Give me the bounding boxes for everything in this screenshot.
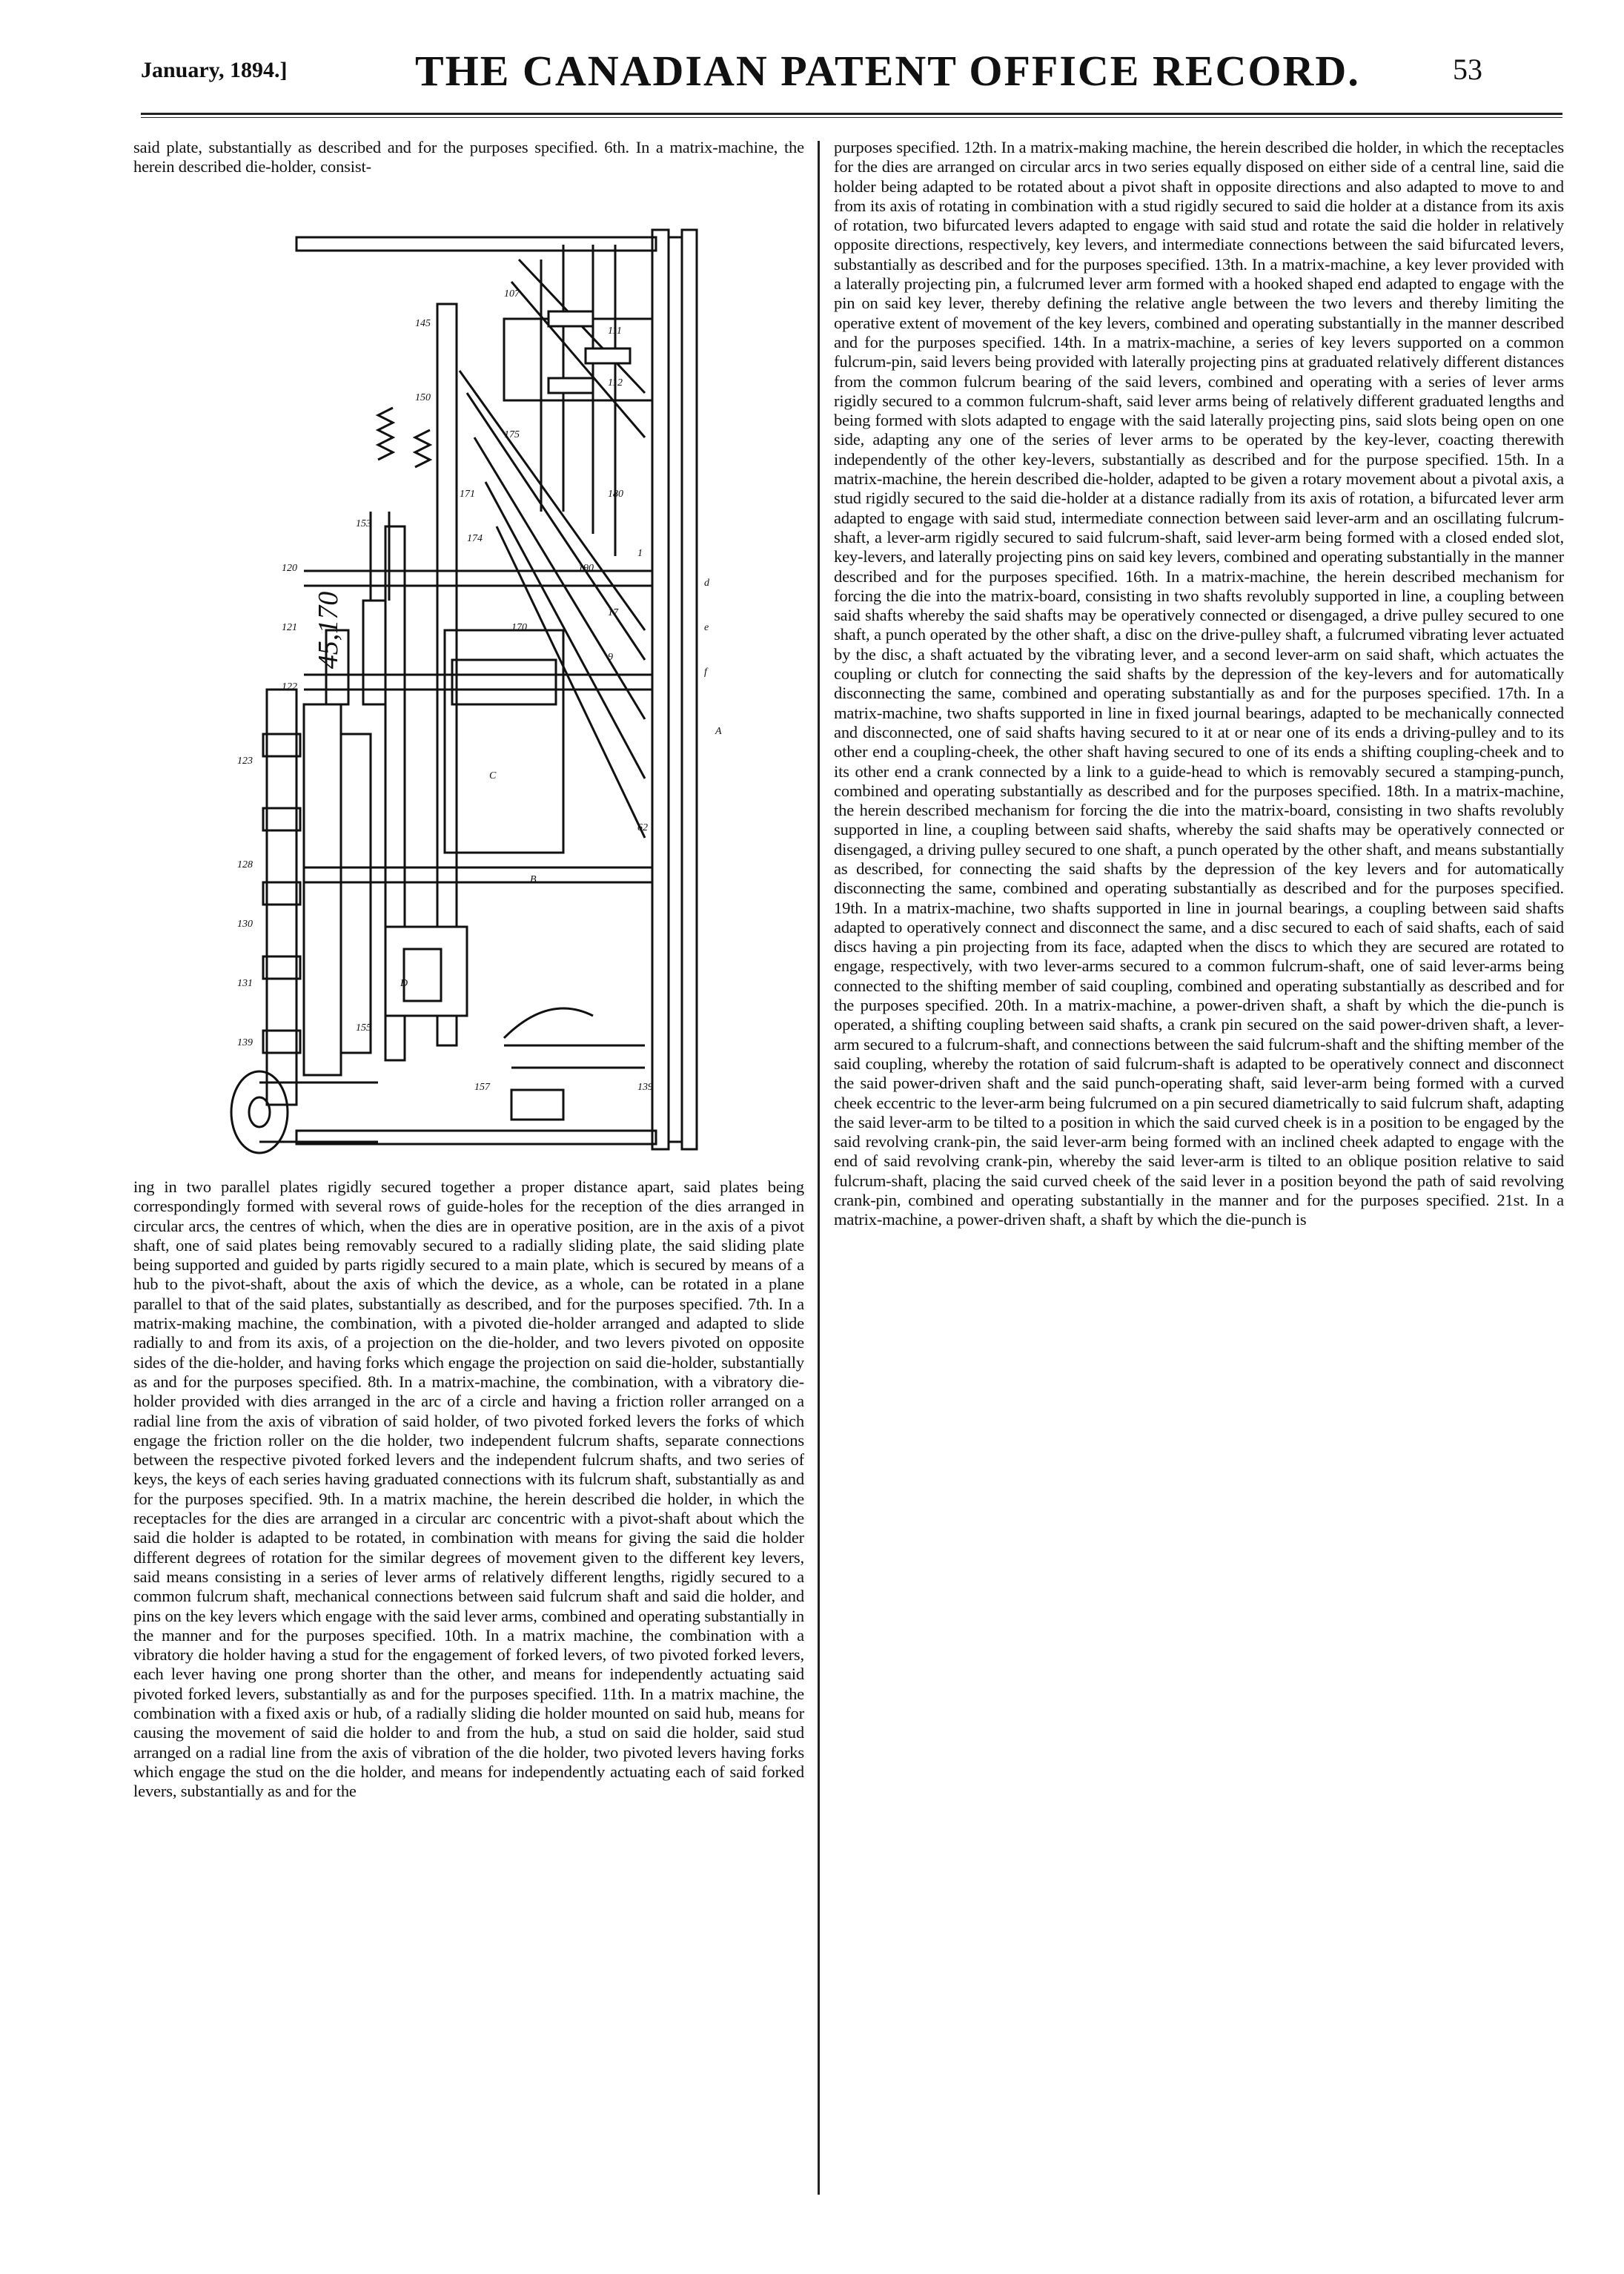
svg-text:107: 107 <box>504 288 520 300</box>
right-column <box>834 138 1564 2193</box>
left-column-bottom <box>133 1177 804 2193</box>
header-page-number: 53 <box>1453 53 1482 86</box>
patent-drawing-svg <box>193 215 763 1171</box>
svg-text:C: C <box>489 770 497 781</box>
patent-number-label: 45,170 <box>313 591 344 670</box>
svg-text:174: 174 <box>467 533 483 544</box>
svg-text:111: 111 <box>608 325 622 337</box>
header-date: January, 1894.] <box>141 58 288 82</box>
svg-text:155: 155 <box>356 1022 371 1034</box>
column-divider <box>818 141 820 2195</box>
svg-text:131: 131 <box>237 978 253 989</box>
svg-text:62: 62 <box>637 822 648 833</box>
left-column-top <box>133 138 804 185</box>
svg-text:171: 171 <box>460 489 475 500</box>
svg-text:157: 157 <box>474 1082 490 1093</box>
svg-text:112: 112 <box>608 377 623 389</box>
svg-text:17: 17 <box>608 607 618 618</box>
svg-text:e: e <box>704 622 709 633</box>
svg-text:180: 180 <box>608 489 623 500</box>
svg-text:128: 128 <box>237 859 253 870</box>
svg-text:9: 9 <box>608 652 613 663</box>
svg-text:145: 145 <box>415 318 431 329</box>
patent-drawing <box>193 215 763 1171</box>
header-rule <box>141 113 1562 115</box>
svg-text:123: 123 <box>237 756 253 767</box>
svg-text:A: A <box>715 726 722 737</box>
svg-text:153: 153 <box>356 518 371 529</box>
svg-text:130: 130 <box>237 919 253 930</box>
svg-text:139: 139 <box>237 1037 253 1048</box>
svg-text:121: 121 <box>282 622 297 633</box>
right-column-text: purposes specified. 12th. In a matrix-making machine, the herein described die holder, in which the receptacles for the dies are arranged on circular arcs in two series equally disposed on either side of a central line, said die holder being adapted to be rotated about a pivot shaft in opposite directions and also adapted to move to and from its axis of rotating in combination with a stud rigidly secured to said die holder at a distance from its axis of rotation, two bifurcated levers adapted to engage with said stud and rotate the said die holder in relatively opposite directions, respectively, key levers, and intermediate connections between the said bifurcated levers, substantially as described and for the purposes specified. 13th. In a matrix-machine, a key lever provided with a laterally projecting pin, a fulcrumed lever arm formed with a hooked shaped end adapted to engage with the pin on said key lever, thereby defining the relative angle between the two levers and thereby limiting the operative extent of movement of the key levers, combined and operating substantially in the manner described and for the purposes specified. 14th. In a matrix-machine, a series of key levers supported on a common fulcrum-pin, said levers being provided with laterally projecting pins at graduated relatively different distances from the common fulcrum bearing of the said levers, combined and operating with a series of lever arms rigidly secured to a common fulcrum-shaft, said lever arms being of relatively different graduated lengths and being formed with slots adapted to engage with the said laterally projecting pins, said slots being open on one side, adapting any one of the series of lever arms to be operated by the key-lever, coacting therewith independently of the other key-levers, substantially as described and for the purpose specified. 15th. In a matrix-machine, the herein described die-holder, adapted to be given a rotary movement about a pivotal axis, a stud rigidly secured to the said die-holder at a distance radially from its axis of rotation, a bifurcated lever arm adapted to engage with said stud, intermediate connection between said lever-arm and an oscillating fulcrum-shaft, a lever-arm rigidly secured to said fulcrum-shaft, said lever-arm being formed with a closed ended slot, key-levers, and laterally projecting pins on said key levers, combined and operating substantially in the manner described and for the purposes specified. 16th. In a matrix-machine, the herein described mechanism for forcing the die into the matrix-board, consisting in two shafts revolubly supported in line, a coupling between said shafts whereby the said shafts may be operatively connected or disengaged, a drive pulley secured to one shaft, a punch operated by the other shaft, a disc on the drive-pulley shaft, a fulcrumed vibrating lever actuated by the disc, a shaft actuated by the vibrating lever, and a second lever-arm on said shaft, which actuates the coupling or clutch for connecting the said shafts by the depression of the key-levers and for automatically disconnecting the same, combined and operating substantially as and for the purposes specified. 17th. In a matrix-machine, two shafts supported in line in fixed journal bearings, adapted to be mechanically connected and disconnected, one of said shafts having secured to it at or near one of its ends a driving-pulley and to its other end a coupling-cheek, the other shaft having secured to one of its ends a shifting coupling-cheek and to its other end a crank connected by a link to a guide-head to which is removably secured a stamping-punch, combined and operating substantially as described and for the purposes specified. 18th. In a matrix-machine, the herein described mechanism for forcing the die into the matrix-board, consisting in two shafts revolubly supported in line, a coupling between said shafts, whereby the said shafts may be operatively connected or disengaged, a driving pulley secured to one shaft, a punch operated by the other shaft, and means substantially as described, for connecting the said shafts by the depression of the key levers and for automatically disconnecting the same, combined and operating substantially as described and for the purposes specified. 19th. In a matrix-machine, two shafts supported in line in journal bearings, a coupling between said shafts adapted to operatively connect and disconnect the same, and a disc secured to each of said shafts, each of said discs having a pin projecting from its face, adapted when the discs to which they are secured are rotated to engage, respectively, with two lever-arms secured to a common fulcrum-shaft, one of said lever-arms being connected to the shifting member of said coupling, combined and operating substantially as described and for the purposes specified. 20th. In a matrix-machine, a power-driven shaft, a shaft by which the die-punch is operated, a shifting coupling between said shafts, a crank pin secured on the said power-driven shaft, a lever-arm secured to a fulcrum-shaft, and connections between the said fulcrum-shaft and the shifting member of the said coupling, whereby the rotation of said fulcrum-shaft is adapted to be operatively connect and disconnect the said power-driven shaft and the said punch-operating shaft, said lever-arm being formed with a curved cheek eccentric to the lever-arm being fulcrumed on a pin secured diametrically to said fulcrum shaft, adapting the said lever-arm to be tilted to a position in which the said curved cheek is in a position to be engaged by the said revolving crank-pin, the said lever-arm being formed with an inclined cheek adapted to engage with the end of said revolving crank-pin, whereby the said lever-arm is tilted to an oblique position relative to said fulcrum-shaft, placing the said curved cheek of the said lever in a position beyond the path of said revolving crank-pin, combined and operating substantially in the manner and for the purposes specified. 21st. In a matrix-machine, a power-driven shaft, a shaft by which the die-punch is <box>834 138 1564 1229</box>
svg-text:f: f <box>704 667 707 678</box>
svg-text:d: d <box>704 578 709 589</box>
header-title: THE CANADIAN PATENT OFFICE RECORD. <box>415 47 1360 95</box>
left-column-bottom-text: ing in two parallel plates rigidly secured together a proper distance apart, said plates being correspondingly formed with several rows of guide-holes for the reception of the dies arranged in circular arcs, the centres of which, when the dies are in operative position, are in the axis of a pivot shaft, one of said plates being removably secured to a radially sliding plate, the said sliding plate being supported and guided by parts rigidly secured to a main plate, which is secured by means of a hub to the pivot-shaft, about the axis of which the device, as a whole, can be rotated in a plane parallel to that of the said plates, substantially as described, and for the purposes specified. 7th. In a matrix-making machine, the combination, with a pivoted die-holder arranged and adapted to slide radially to and from its axis, of a projection on the die-holder, and two levers pivoted on opposite sides of the die-holder, and having forks which engage the projection on said die-holder, substantially as and for the purposes specified. 8th. In a matrix-machine, the combination, with a vibratory die-holder provided with dies arranged in the arc of a circle and having a friction roller arranged on a radial line from the axis of vibration of said holder, of two pivoted forked levers the forks of which engage the friction roller on the die holder, two independent fulcrum shafts, separate connections between the respective pivoted forked levers and the independent fulcrum shafts, and two series of keys, the keys of each series having graduated connections with its fulcrum shaft, substantially as and for the purposes specified. 9th. In a matrix machine, the herein described die holder, in which the receptacles for the dies are arranged in a circular arc concentric with a pivot-shaft about which the said die holder is adapted to be rotated, in combination with means for giving the said die holder different degrees of rotation for the similar degrees of movement given to the different key levers, said means consisting in a series of lever arms of relatively different lengths, rigidly secured to a common fulcrum shaft, mechanical connections between said fulcrum shaft and said die holder, and pins on the key levers which engage with the said lever arms, combined and operating substantially in the manner and for the purposes specified. 10th. In a matrix machine, the combination with a vibratory die holder having a stud for the engagement of forked levers, of two pivoted forked levers, each lever having one prong shorter than the other, and means for independently actuating said pivoted forked levers, substantially as and for the purposes specified. 11th. In a matrix machine, the combination with a fixed axis or hub, of a radially sliding die holder mounted on said hub, means for causing the movement of said die holder to and from the hub, a stud on said die holder, said stud arranged on a radial line from the axis of vibration of the die holder, two pivoted levers having forks which engage the stud on the die holder, and means for independently actuating each of said forked levers, substantially as and for the <box>133 1177 804 1801</box>
svg-text:139: 139 <box>637 1082 653 1093</box>
left-column-top-text: said plate, substantially as described and for the purposes specified. 6th. In a matrix-machine, the herein described die-holder, consist- <box>133 138 804 176</box>
svg-text:1: 1 <box>637 548 643 559</box>
svg-text:D: D <box>400 978 408 989</box>
svg-text:190: 190 <box>578 563 594 574</box>
svg-text:170: 170 <box>511 622 527 633</box>
header-rule-thin <box>141 117 1562 118</box>
svg-text:122: 122 <box>282 681 297 693</box>
svg-text:120: 120 <box>282 563 297 574</box>
svg-text:B: B <box>530 874 537 885</box>
svg-text:175: 175 <box>504 429 520 440</box>
svg-text:150: 150 <box>415 392 431 403</box>
